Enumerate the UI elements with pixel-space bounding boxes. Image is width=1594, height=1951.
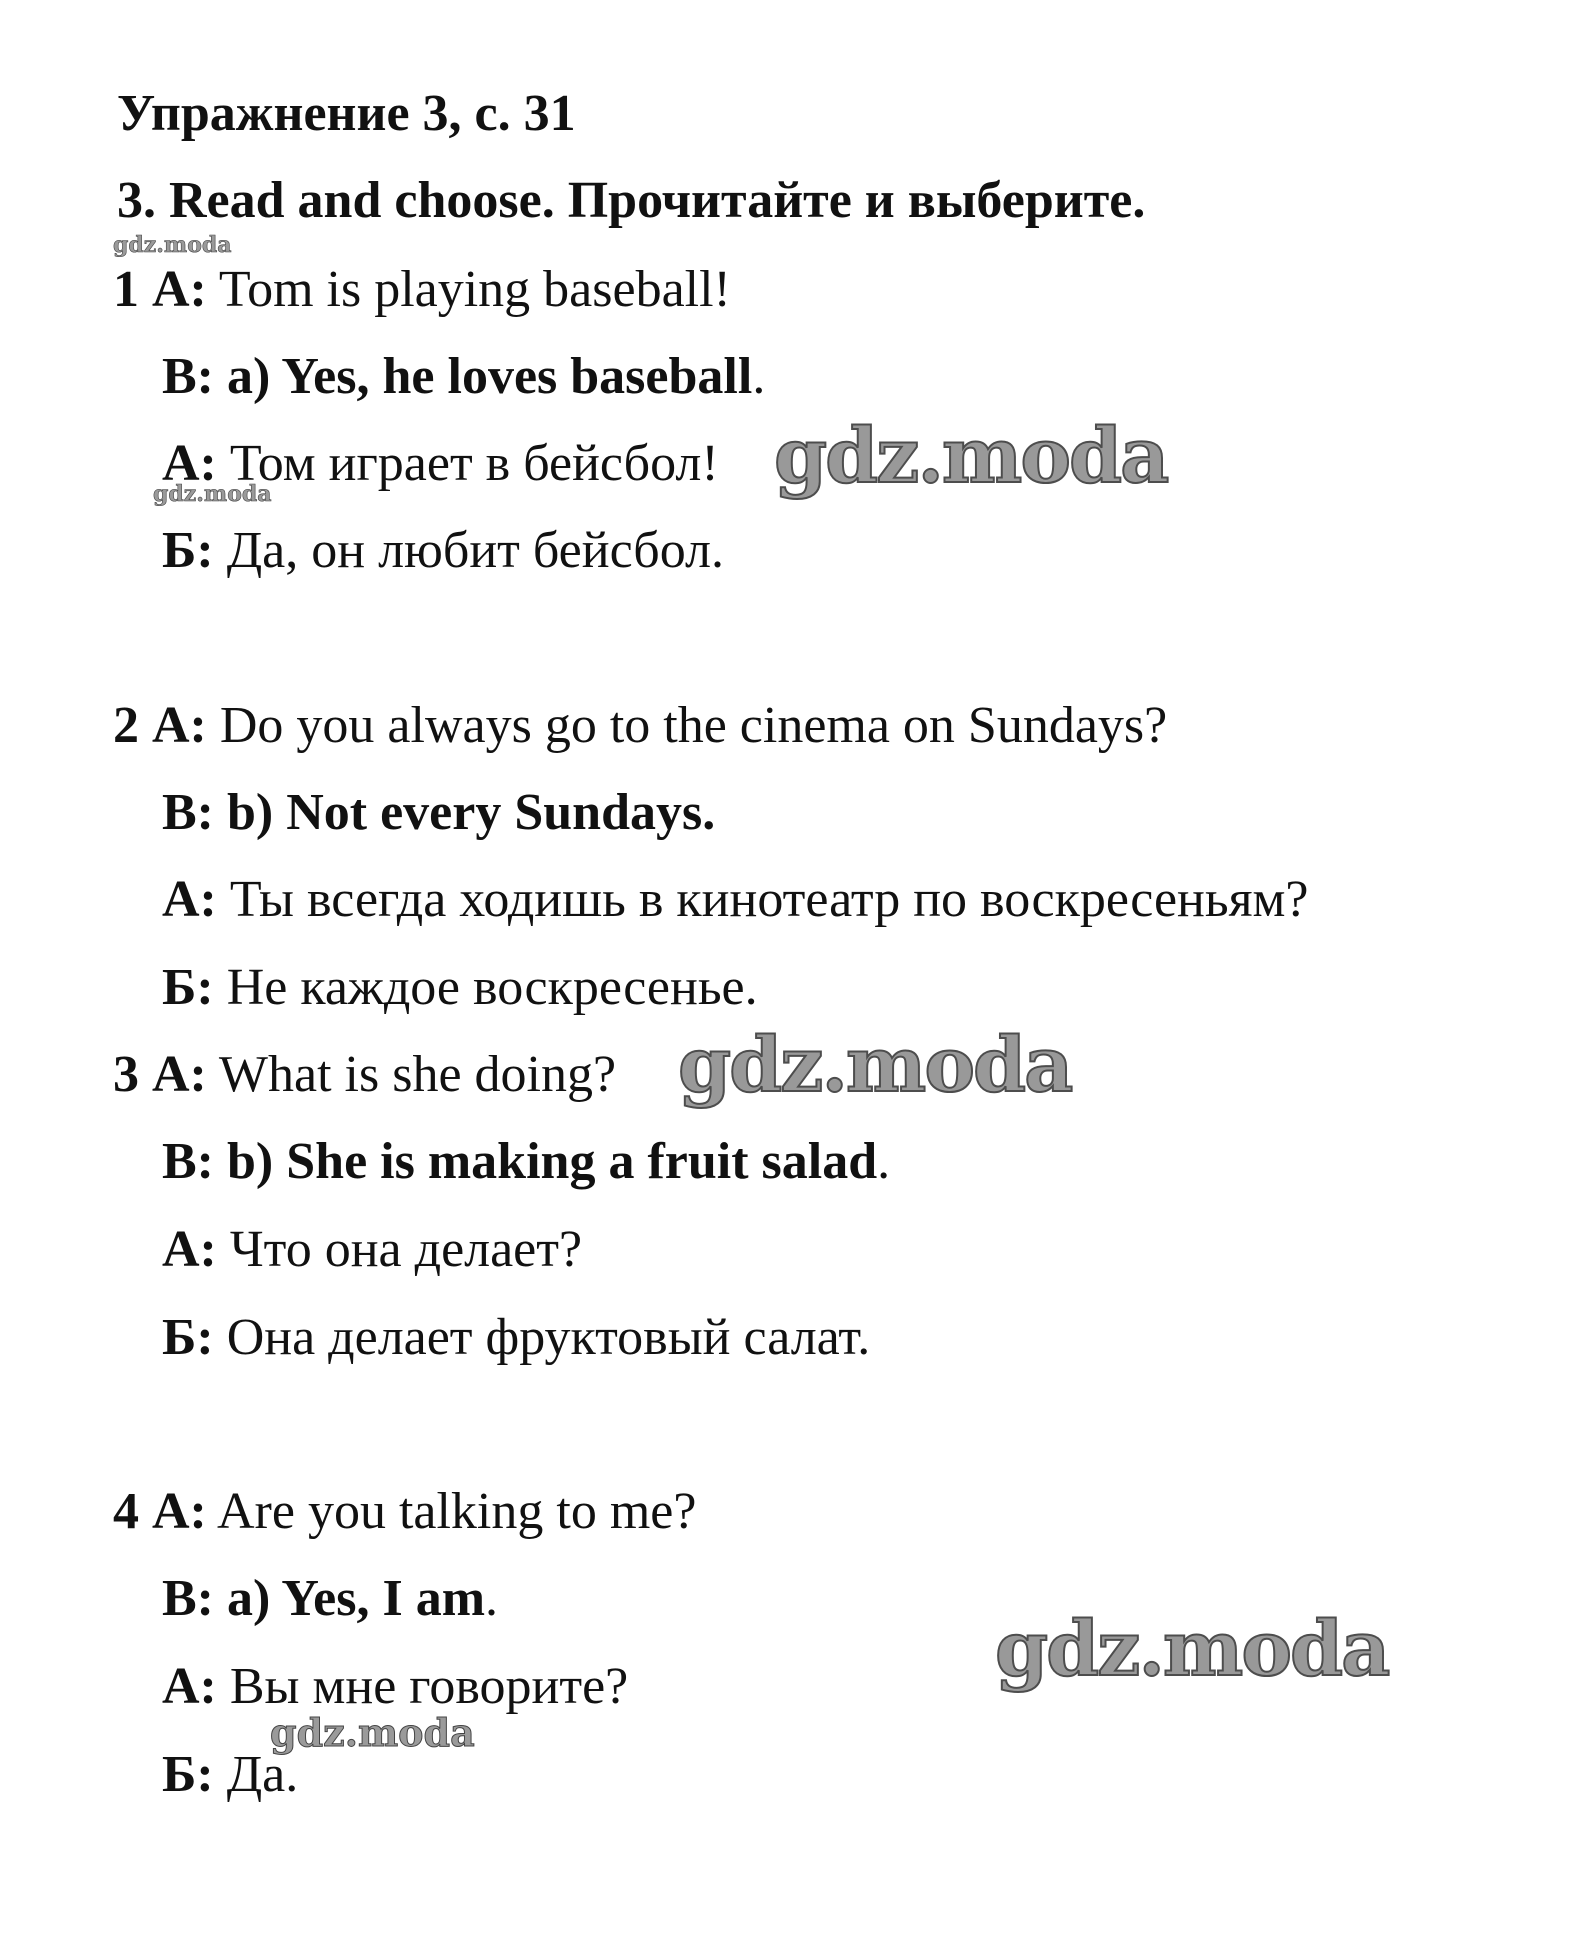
speaker-label: А: xyxy=(162,1221,217,1278)
translation-text: Том играет в бейсбол! xyxy=(216,435,719,492)
speaker-label: А: xyxy=(162,871,217,928)
item-3-answer xyxy=(162,1133,891,1190)
translation-text: Она делает фруктовый салат. xyxy=(213,1309,871,1366)
translation-text: Ты всегда ходишь в кинотеатр по воскресеньям? xyxy=(216,871,1309,928)
speaker-label: B: xyxy=(162,784,214,841)
item-3-ru-answer xyxy=(162,1309,871,1366)
answer-tail: . xyxy=(877,1133,891,1190)
chosen-answer: b) Not every Sundays. xyxy=(214,784,716,841)
watermark: gdz.moda xyxy=(270,1710,475,1755)
speaker-label: Б: xyxy=(162,1309,214,1366)
item-3-question xyxy=(113,1046,617,1103)
item-2-answer xyxy=(162,784,716,841)
watermark: gdz.moda xyxy=(113,232,232,258)
question-text: Do you always go to the cinema on Sundays? xyxy=(206,697,1168,754)
chosen-answer: a) Yes, I am xyxy=(214,1570,486,1627)
speaker-label: А: xyxy=(162,1658,217,1715)
item-2-ru-answer xyxy=(162,959,758,1016)
question-text: What is she doing? xyxy=(206,1046,617,1103)
item-4-ru-question xyxy=(162,1658,629,1715)
speaker-label: A: xyxy=(152,1483,207,1540)
item-2-question xyxy=(113,697,1168,754)
translation-text: Не каждое воскресенье. xyxy=(213,959,758,1016)
item-1-question xyxy=(113,261,731,318)
chosen-answer: b) She is making a fruit salad xyxy=(214,1133,878,1190)
speaker-label: A: xyxy=(152,697,207,754)
item-2-ru-question xyxy=(162,871,1309,928)
task-instruction: 3. Read and choose. Прочитайте и выберите. xyxy=(117,172,1146,229)
watermark: gdz.moda xyxy=(995,1604,1389,1693)
speaker-label: А: xyxy=(162,435,217,492)
speaker-label: Б: xyxy=(162,959,214,1016)
item-1-ru-answer xyxy=(162,522,725,579)
translation-text: Что она делает? xyxy=(216,1221,583,1278)
watermark: gdz.moda xyxy=(678,1020,1072,1109)
question-text: Tom is playing baseball! xyxy=(206,261,731,318)
item-4-question xyxy=(113,1483,697,1540)
watermark: gdz.moda xyxy=(153,481,272,507)
chosen-answer: a) Yes, he loves baseball xyxy=(214,348,753,405)
item-number: 2 xyxy=(113,697,139,754)
translation-text: Да, он любит бейсбол. xyxy=(213,522,725,579)
answer-tail: . xyxy=(485,1570,499,1627)
item-number: 3 xyxy=(113,1046,139,1103)
speaker-label: Б: xyxy=(162,1746,214,1803)
item-4-ru-answer xyxy=(162,1746,299,1803)
speaker-label: Б: xyxy=(162,522,214,579)
item-number: 1 xyxy=(113,261,139,318)
item-1-answer xyxy=(162,348,766,405)
item-number: 4 xyxy=(113,1483,139,1540)
speaker-label: B: xyxy=(162,348,214,405)
item-3-ru-question xyxy=(162,1221,583,1278)
translation-text: Вы мне говорите? xyxy=(216,1658,629,1715)
speaker-label: B: xyxy=(162,1570,214,1627)
translation-text: Да. xyxy=(213,1746,299,1803)
speaker-label: A: xyxy=(152,1046,207,1103)
speaker-label: B: xyxy=(162,1133,214,1190)
speaker-label: A: xyxy=(152,261,207,318)
item-4-answer xyxy=(162,1570,499,1627)
exercise-title: Упражнение 3, с. 31 xyxy=(117,85,576,142)
answer-tail: . xyxy=(752,348,766,405)
watermark: gdz.moda xyxy=(774,411,1168,500)
question-text: Are you talking to me? xyxy=(206,1483,697,1540)
